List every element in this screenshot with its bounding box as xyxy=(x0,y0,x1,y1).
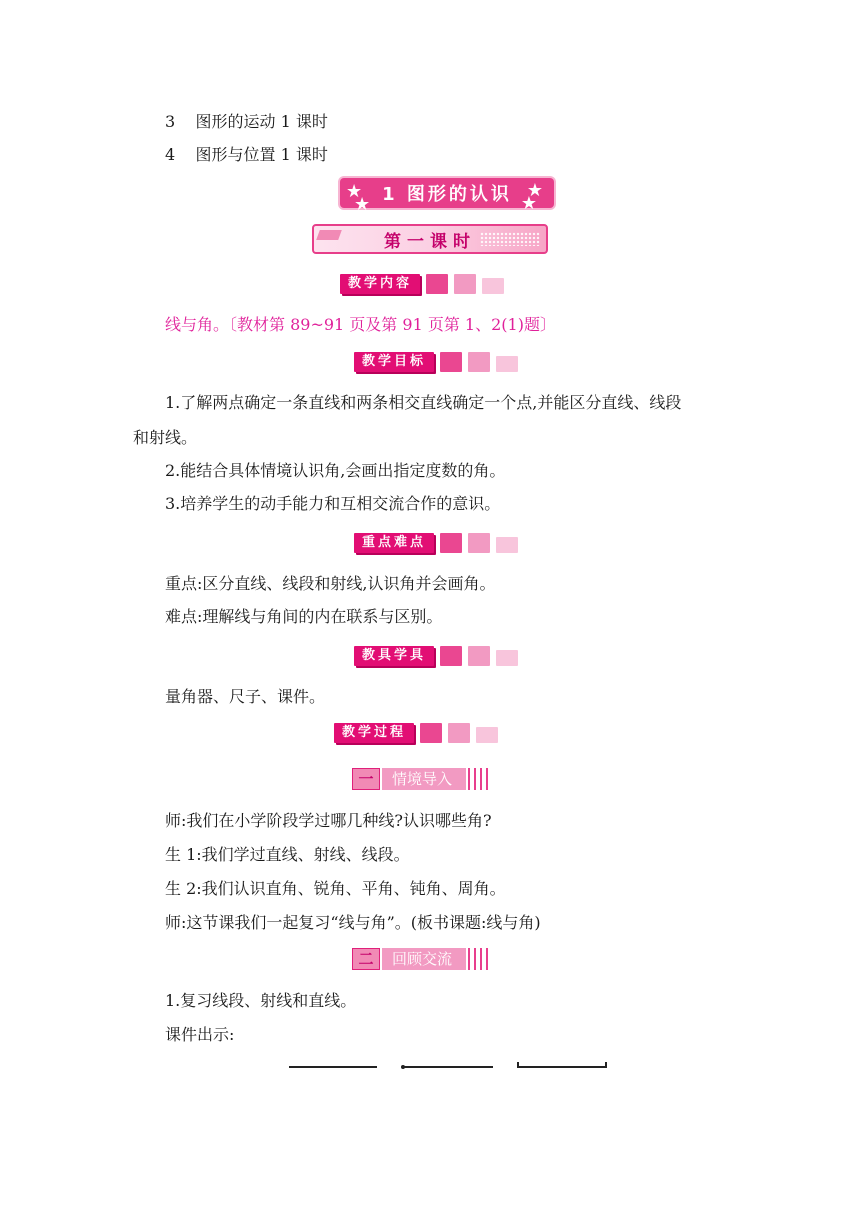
step-number: 二 xyxy=(352,948,380,970)
decor-square xyxy=(454,274,476,294)
decor-square xyxy=(440,352,462,372)
decor-square xyxy=(476,727,498,743)
outline-item-3 xyxy=(165,111,328,133)
decor-square xyxy=(496,356,518,372)
key-point: 重点:区分直线、线段和射线,认识角并会画角。 xyxy=(165,574,496,593)
step-header-1 xyxy=(352,768,492,790)
section-header-tools xyxy=(354,645,518,667)
section-label: 教学目标 xyxy=(354,352,434,372)
star-icon: ★ xyxy=(526,180,546,201)
ray-line xyxy=(403,1066,493,1068)
banner-dot-pattern xyxy=(480,232,540,246)
section-header-process xyxy=(334,722,498,744)
step-bars-decoration xyxy=(468,948,492,970)
outline-text: 图形与位置 1 课时 xyxy=(195,145,328,164)
dialogue-line: 师:我们在小学阶段学过哪几种线?认识哪些角? xyxy=(165,811,492,830)
decor-square xyxy=(420,723,442,743)
section-label: 教学内容 xyxy=(340,274,420,294)
step-bars-decoration xyxy=(468,768,492,790)
dialogue-line: 生 1:我们学过直线、射线、线段。 xyxy=(165,845,410,864)
banner-tab-decoration xyxy=(316,230,342,240)
unit-banner xyxy=(340,178,554,215)
decor-square xyxy=(496,537,518,553)
section-label: 教具学具 xyxy=(354,646,434,666)
tools-text: 量角器、尺子、课件。 xyxy=(165,687,326,706)
segment-endpoint xyxy=(605,1062,607,1068)
decor-square xyxy=(440,533,462,553)
outline-text: 图形的运动 1 课时 xyxy=(195,112,328,131)
section-header-key-points xyxy=(354,532,518,554)
section-label: 重点难点 xyxy=(354,533,434,553)
decor-square xyxy=(448,723,470,743)
section-label: 教学过程 xyxy=(334,723,414,743)
step-name: 情境导入 xyxy=(382,768,466,790)
goal-2: 2.能结合具体情境认识角,会画出指定度数的角。 xyxy=(165,461,506,480)
section-header-content xyxy=(340,273,504,295)
star-icon: ★ xyxy=(520,193,540,214)
goal-1-cont: 和射线。 xyxy=(133,428,198,447)
content-text: 线与角。〔教材第 89~91 页及第 91 页第 1、2(1)题〕 xyxy=(165,315,556,334)
decor-square xyxy=(468,352,490,372)
review-line: 课件出示: xyxy=(165,1025,235,1044)
decor-square xyxy=(426,274,448,294)
outline-item-4 xyxy=(165,144,328,166)
goal-1: 1.了解两点确定一条直线和两条相交直线确定一个点,并能区分直线、线段 xyxy=(165,393,682,412)
decor-square xyxy=(468,646,490,666)
decor-square xyxy=(496,650,518,666)
star-icon: ★ xyxy=(346,181,366,202)
review-line: 1.复习线段、射线和直线。 xyxy=(165,991,357,1010)
decor-square xyxy=(440,646,462,666)
dialogue-line: 师:这节课我们一起复习“线与角”。(板书课题:线与角) xyxy=(165,913,541,932)
star-icon: ★ xyxy=(354,194,374,215)
step-number: 一 xyxy=(352,768,380,790)
lesson-banner xyxy=(312,224,548,254)
goal-3: 3.培养学生的动手能力和互相交流合作的意识。 xyxy=(165,494,501,513)
dialogue-line: 生 2:我们认识直角、锐角、平角、钝角、周角。 xyxy=(165,879,506,898)
segment-line xyxy=(518,1066,606,1068)
unit-title: 1 图形的认识 xyxy=(382,184,512,205)
outline-num: 3 xyxy=(165,112,176,131)
step-name: 回顾交流 xyxy=(382,948,466,970)
difficult-point: 难点:理解线与角间的内在联系与区别。 xyxy=(165,607,443,626)
decor-square xyxy=(468,533,490,553)
step-header-2 xyxy=(352,948,492,970)
lesson-title: 第一课时 xyxy=(384,231,476,252)
section-header-goals xyxy=(354,351,518,373)
decor-square xyxy=(482,278,504,294)
outline-num: 4 xyxy=(165,145,176,164)
straight-line-figure xyxy=(289,1066,377,1068)
